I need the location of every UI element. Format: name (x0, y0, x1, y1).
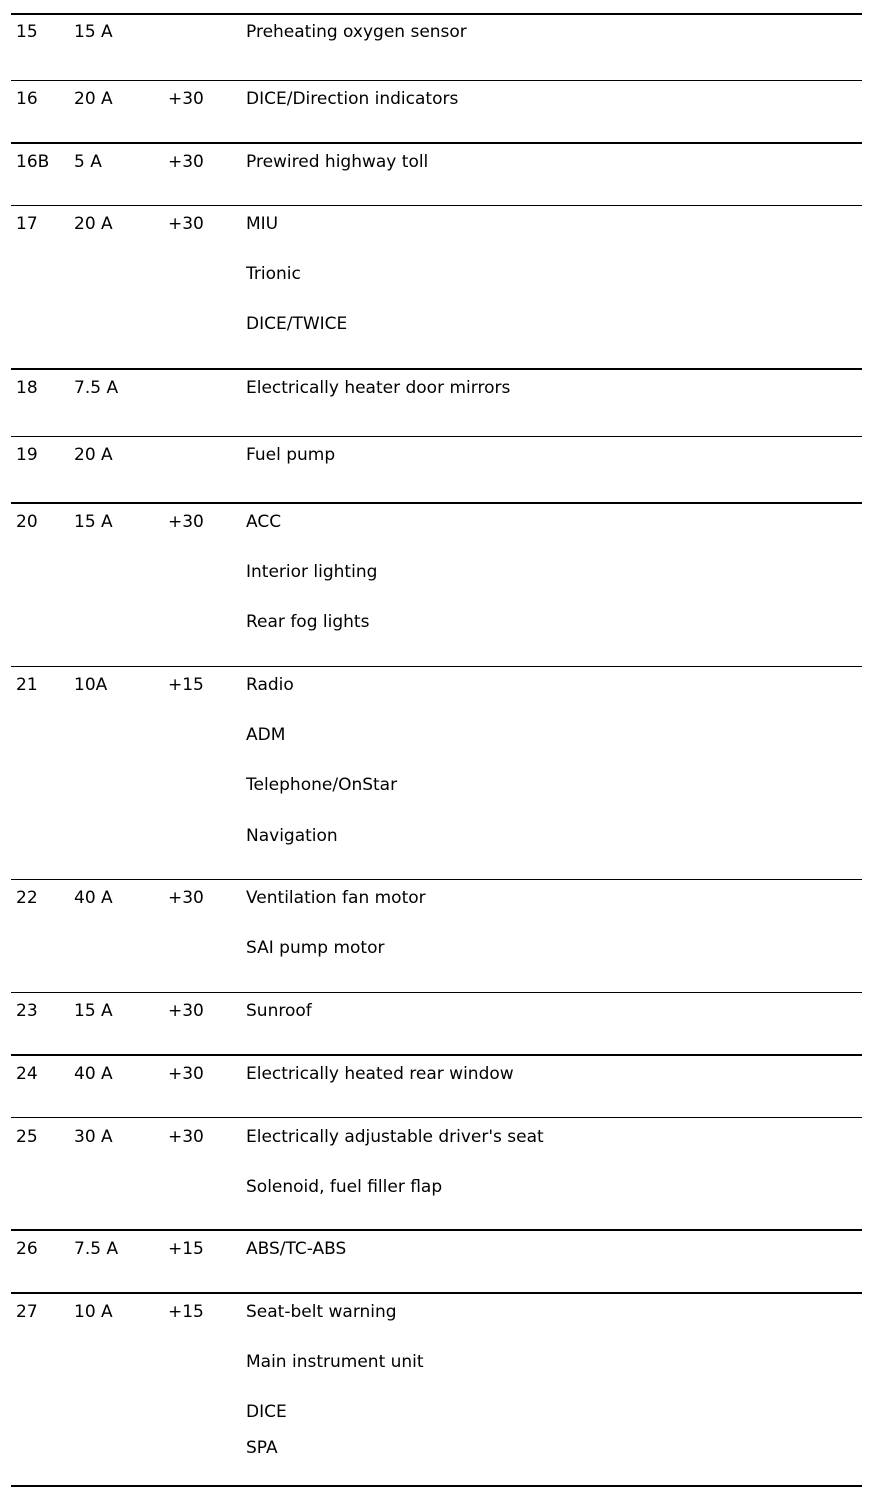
fuse-number: 15 (16, 22, 38, 42)
fuse-function: SPA (246, 1438, 278, 1458)
fuse-function: Telephone/OnStar (246, 775, 398, 795)
fuse-function: Rear fog lights (246, 612, 370, 632)
fuse-number: 23 (16, 1001, 38, 1021)
fuse-terminal: +15 (168, 1302, 204, 1322)
fuse-terminal: +30 (168, 1127, 204, 1147)
fuse-amperage: 5 A (74, 152, 102, 172)
fuse-function: MIU (246, 214, 279, 234)
table-rule (11, 1292, 862, 1294)
fuse-amperage: 7.5 A (74, 1239, 119, 1259)
fuse-terminal: +15 (168, 675, 204, 695)
fuse-amperage: 7.5 A (74, 378, 119, 398)
fuse-function: Prewired highway toll (246, 152, 429, 172)
table-rule (11, 368, 862, 370)
fuse-function: ABS/TC-ABS (246, 1239, 347, 1259)
table-rule (11, 1054, 862, 1056)
fuse-terminal: +30 (168, 512, 204, 532)
fuse-terminal: +30 (168, 1001, 204, 1021)
fuse-function: Electrically adjustable driver's seat (246, 1127, 544, 1147)
fuse-number: 22 (16, 888, 38, 908)
fuse-function: Radio (246, 675, 294, 695)
fuse-amperage: 40 A (74, 888, 113, 908)
table-rule (11, 1229, 862, 1231)
fuse-terminal: +30 (168, 888, 204, 908)
fuse-amperage: 20 A (74, 89, 113, 109)
table-rule (11, 879, 862, 880)
fuse-function: Fuel pump (246, 445, 336, 465)
fuse-function: Navigation (246, 826, 338, 846)
fuse-function: Electrically heated rear window (246, 1064, 514, 1084)
fuse-number: 24 (16, 1064, 38, 1084)
table-rule (11, 992, 862, 993)
table-rule (11, 502, 862, 504)
table-rule (11, 1485, 862, 1487)
fuse-amperage: 30 A (74, 1127, 113, 1147)
fuse-number: 17 (16, 214, 38, 234)
fuse-function: Trionic (246, 264, 301, 284)
fuse-function: Preheating oxygen sensor (246, 22, 467, 42)
fuse-terminal: +15 (168, 1239, 204, 1259)
fuse-terminal: +30 (168, 89, 204, 109)
table-rule (11, 666, 862, 667)
fuse-function: SAI pump motor (246, 938, 385, 958)
fuse-number: 16 (16, 89, 38, 109)
fuse-amperage: 20 A (74, 445, 113, 465)
fuse-function: Interior lighting (246, 562, 378, 582)
fuse-function: Solenoid, fuel filler flap (246, 1177, 443, 1197)
fuse-terminal: +30 (168, 214, 204, 234)
fuse-number: 18 (16, 378, 38, 398)
fuse-amperage: 15 A (74, 1001, 113, 1021)
fuse-function: DICE/TWICE (246, 314, 348, 334)
fuse-terminal: +30 (168, 1064, 204, 1084)
fuse-function: DICE (246, 1402, 287, 1422)
fuse-terminal: +30 (168, 152, 204, 172)
table-rule (11, 13, 862, 15)
fuse-amperage: 20 A (74, 214, 113, 234)
fuse-function: Electrically heater door mirrors (246, 378, 511, 398)
fuse-number: 27 (16, 1302, 38, 1322)
fuse-function: DICE/Direction indicators (246, 89, 459, 109)
fuse-function: Seat-belt warning (246, 1302, 397, 1322)
fuse-function: Sunroof (246, 1001, 312, 1021)
fuse-function: ACC (246, 512, 282, 532)
fuse-amperage: 15 A (74, 512, 113, 532)
fuse-amperage: 15 A (74, 22, 113, 42)
table-rule (11, 205, 862, 206)
table-rule (11, 142, 862, 144)
fuse-function: Main instrument unit (246, 1352, 424, 1372)
fuse-number: 21 (16, 675, 38, 695)
table-rule (11, 1117, 862, 1118)
table-rule (11, 80, 862, 81)
fuse-number: 26 (16, 1239, 38, 1259)
fuse-number: 20 (16, 512, 38, 532)
fuse-amperage: 40 A (74, 1064, 113, 1084)
table-rule (11, 436, 862, 437)
fuse-amperage: 10A (74, 675, 108, 695)
fuse-function: Ventilation fan motor (246, 888, 426, 908)
fuse-number: 16B (16, 152, 50, 172)
fuse-amperage: 10 A (74, 1302, 113, 1322)
fuse-number: 19 (16, 445, 38, 465)
fuse-number: 25 (16, 1127, 38, 1147)
fuse-function: ADM (246, 725, 286, 745)
